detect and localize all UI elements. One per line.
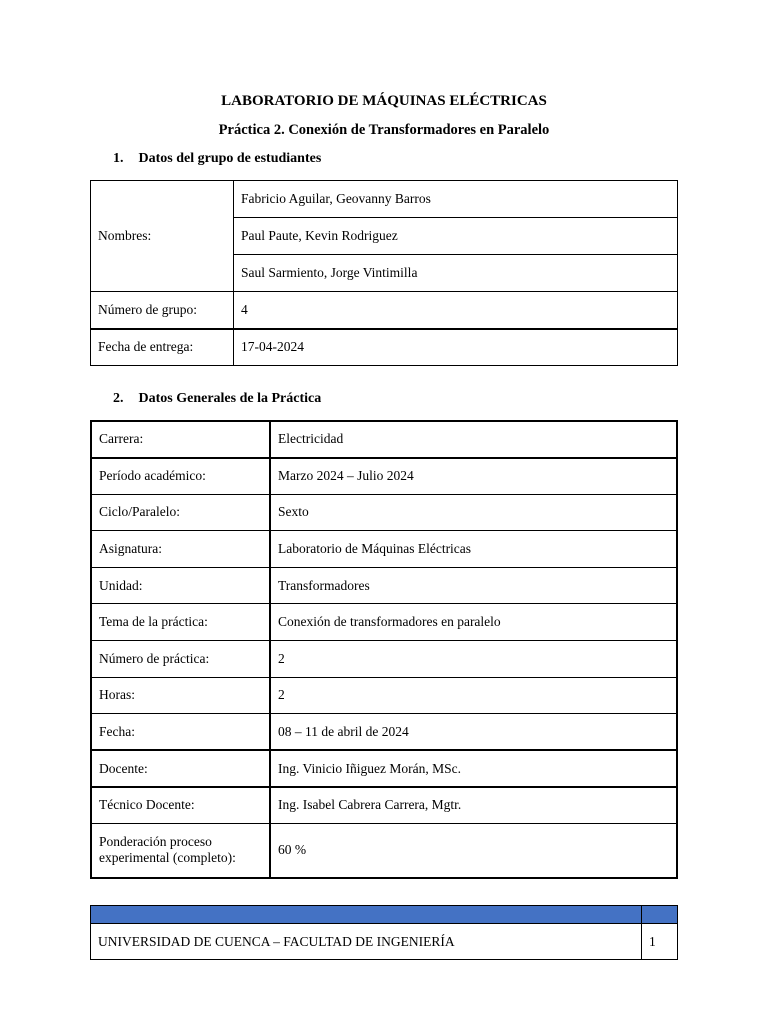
page-footer (90, 905, 678, 960)
row-value: Conexión de transformadores en paralelo (270, 604, 677, 641)
row-value: Marzo 2024 – Julio 2024 (270, 458, 677, 495)
row-value: 2 (270, 677, 677, 714)
footer-info-row (91, 924, 678, 960)
row-value: 2 (270, 641, 677, 678)
table-row (91, 604, 677, 641)
practice-data-table (90, 420, 678, 879)
row-label: Técnico Docente: (91, 787, 270, 824)
names-label: Nombres: (91, 181, 234, 292)
row-value: Electricidad (270, 421, 677, 458)
names-value: Fabricio Aguilar, Geovanny Barros (234, 181, 678, 218)
row-value: Transformadores (270, 567, 677, 604)
footer-page-number: 1 (642, 924, 678, 960)
row-label: Tema de la práctica: (91, 604, 270, 641)
names-value: Paul Paute, Kevin Rodriguez (234, 218, 678, 255)
row-value: 08 – 11 de abril de 2024 (270, 714, 677, 751)
row-label: Número de práctica: (91, 641, 270, 678)
section-heading-group-data (113, 151, 321, 167)
section-title: Datos Generales de la Práctica (138, 391, 322, 406)
section-number: 2. (113, 391, 124, 406)
table-row (91, 292, 678, 329)
footer-band-cell (642, 906, 678, 924)
footer-institution: UNIVERSIDAD DE CUENCA – FACULTAD DE INGENIERÍA (91, 924, 642, 960)
section-title: Datos del grupo de estudiantes (138, 151, 322, 166)
row-value: Laboratorio de Máquinas Eléctricas (270, 531, 677, 568)
group-number-label: Número de grupo: (91, 292, 234, 329)
group-number-value: 4 (234, 292, 678, 329)
table-row (91, 458, 677, 495)
footer-band (91, 906, 678, 924)
table-row (91, 750, 677, 787)
row-value: Ing. Vinicio Iñiguez Morán, MSc. (270, 750, 677, 787)
document-title: LABORATORIO DE MÁQUINAS ELÉCTRICAS (221, 93, 547, 109)
table-row (91, 714, 677, 751)
document-subtitle: Práctica 2. Conexión de Transformadores en Paralelo (218, 122, 550, 138)
row-label: Carrera: (91, 421, 270, 458)
row-value: Ing. Isabel Cabrera Carrera, Mgtr. (270, 787, 677, 824)
row-label: Asignatura: (91, 531, 270, 568)
row-label: Unidad: (91, 567, 270, 604)
section-heading-general-data (113, 391, 321, 407)
names-value: Saul Sarmiento, Jorge Vintimilla (234, 255, 678, 292)
row-label: Docente: (91, 750, 270, 787)
table-row (91, 329, 678, 366)
row-label: Horas: (91, 677, 270, 714)
delivery-date-label: Fecha de entrega: (91, 329, 234, 366)
table-row (91, 677, 677, 714)
table-row (91, 567, 677, 604)
row-label: Período académico: (91, 458, 270, 495)
table-row (91, 787, 677, 824)
table-row (91, 531, 677, 568)
footer-band-cell (91, 906, 642, 924)
section-number: 1. (113, 151, 124, 166)
student-group-table (90, 180, 678, 366)
row-label: Ponderación proceso experimental (completo): (91, 824, 270, 878)
table-row (91, 494, 677, 531)
delivery-date-value: 17-04-2024 (234, 329, 678, 366)
row-value: 60 % (270, 824, 677, 878)
table-row (91, 181, 678, 218)
table-row (91, 421, 677, 458)
row-label: Ciclo/Paralelo: (91, 494, 270, 531)
row-label: Fecha: (91, 714, 270, 751)
row-value: Sexto (270, 494, 677, 531)
table-row (91, 641, 677, 678)
table-row (91, 824, 677, 878)
